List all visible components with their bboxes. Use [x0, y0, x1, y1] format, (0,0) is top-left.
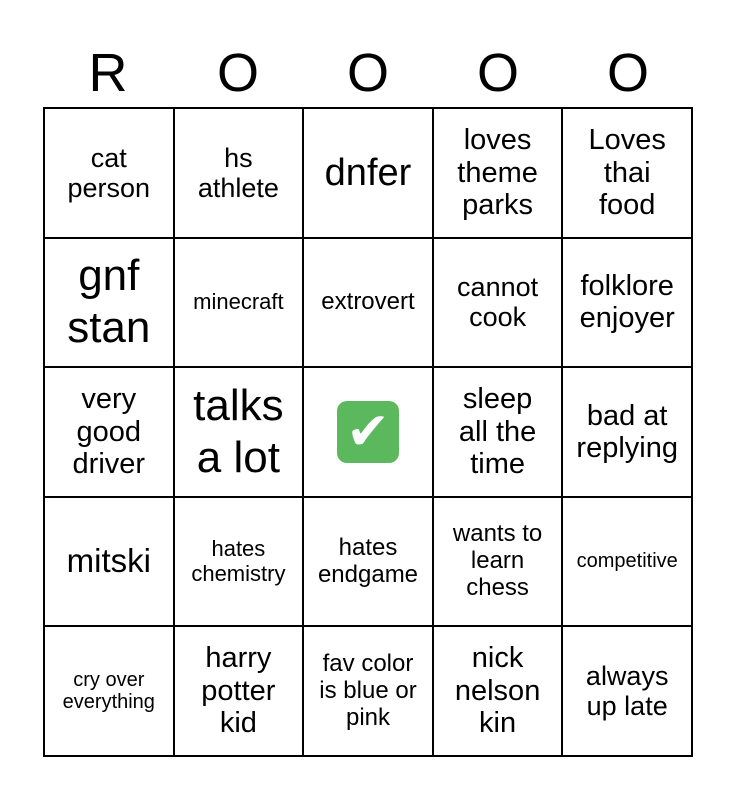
bingo-board — [43, 107, 693, 757]
bingo-cell-label: always up late — [585, 660, 669, 722]
bingo-cell-label: harry potter kid — [201, 642, 276, 740]
bingo-cell-label: mitski — [66, 542, 151, 580]
bingo-cell[interactable] — [563, 498, 693, 628]
bingo-cell[interactable] — [175, 368, 305, 498]
bingo-cell[interactable] — [563, 239, 693, 369]
bingo-cell[interactable] — [304, 239, 434, 369]
bingo-cell-label: folklore enjoyer — [579, 269, 675, 335]
bingo-cell[interactable] — [45, 627, 175, 757]
bingo-cell[interactable] — [175, 627, 305, 757]
bingo-cell-label: competitive — [576, 550, 678, 573]
header-letter: O — [216, 43, 259, 103]
bingo-cell-label: hates endgame — [317, 533, 419, 588]
bingo-cell-label: fav color is blue or pink — [319, 649, 417, 731]
bingo-cell[interactable] — [45, 239, 175, 369]
bingo-cell-label: gnf stan — [67, 251, 151, 353]
bingo-cell[interactable] — [45, 109, 175, 239]
bingo-cell[interactable] — [434, 239, 564, 369]
bingo-cell-label: cry over everything — [62, 668, 155, 714]
bingo-cell[interactable] — [45, 498, 175, 628]
bingo-cell[interactable] — [434, 627, 564, 757]
free-space-cell[interactable] — [304, 368, 434, 498]
header-letter: O — [346, 43, 389, 103]
bingo-cell-label: wants to learn chess — [452, 520, 543, 602]
bingo-cell-label: hs athlete — [197, 142, 279, 203]
header-letter: O — [476, 43, 519, 103]
bingo-cell[interactable] — [304, 109, 434, 239]
bingo-cell-label: dnfer — [324, 151, 412, 194]
bingo-cell-label: bad at replying — [576, 399, 678, 464]
bingo-cell-label: talks a lot — [193, 381, 284, 482]
bingo-header — [43, 38, 693, 108]
bingo-cell-label: sleep all the time — [458, 383, 537, 481]
bingo-cell[interactable] — [175, 498, 305, 628]
bingo-cell-label: cannot cook — [457, 272, 539, 333]
bingo-cell[interactable] — [45, 368, 175, 498]
bingo-cell[interactable] — [434, 109, 564, 239]
bingo-cell[interactable] — [304, 498, 434, 628]
bingo-cell-label: loves theme parks — [457, 124, 538, 222]
bingo-cell[interactable] — [304, 627, 434, 757]
bingo-cell-label: hates chemistry — [191, 535, 286, 586]
bingo-cell-label: Loves thai food — [588, 124, 666, 222]
bingo-cell[interactable] — [175, 239, 305, 369]
check-mark-icon: ✔ — [337, 401, 399, 463]
bingo-cell-label: nick nelson kin — [454, 642, 541, 740]
bingo-cell[interactable] — [434, 368, 564, 498]
header-letter: O — [606, 43, 649, 103]
bingo-cell[interactable] — [563, 109, 693, 239]
bingo-cell[interactable] — [563, 627, 693, 757]
header-letter: R — [88, 43, 128, 103]
bingo-cell[interactable] — [175, 109, 305, 239]
bingo-cell-label: cat person — [67, 142, 151, 203]
bingo-cell-label: very good driver — [72, 383, 146, 481]
bingo-cell[interactable] — [434, 498, 564, 628]
bingo-cell[interactable] — [563, 368, 693, 498]
bingo-cell-label: minecraft — [193, 289, 284, 315]
bingo-cell-label: extrovert — [321, 287, 415, 315]
